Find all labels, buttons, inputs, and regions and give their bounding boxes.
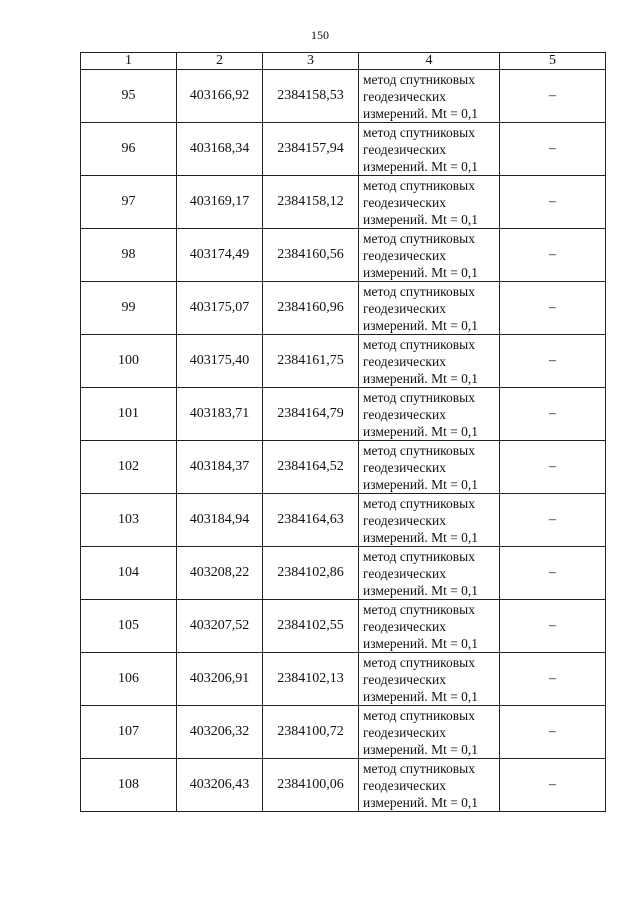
- x-coordinate-text: 403183,71: [189, 406, 250, 421]
- point-number-text: 106: [118, 671, 139, 686]
- method-text: метод спутниковых геодезических измерений. Mt = 0,1: [363, 71, 479, 121]
- y-coordinate-text: 2384157,94: [277, 141, 344, 156]
- x-coordinate-cell: [177, 282, 263, 335]
- x-coordinate-text: 403166,92: [189, 88, 250, 103]
- method-cell: [359, 176, 500, 229]
- method-text: метод спутниковых геодезических измерений. Mt = 0,1: [363, 707, 479, 757]
- method-cell: [359, 653, 500, 706]
- y-coordinate-text: 2384164,52: [277, 459, 344, 474]
- note-text: –: [549, 459, 556, 474]
- x-coordinate-cell: [177, 123, 263, 176]
- table-row: [81, 441, 606, 494]
- column-header: 4: [359, 53, 500, 70]
- note-text: –: [549, 406, 556, 421]
- note-cell: [500, 653, 606, 706]
- table-row: [81, 229, 606, 282]
- note-cell: [500, 759, 606, 812]
- x-coordinate-text: 403184,37: [189, 459, 250, 474]
- note-cell: [500, 282, 606, 335]
- y-coordinate-cell: [263, 600, 359, 653]
- point-number-text: 107: [118, 724, 139, 739]
- x-coordinate-cell: [177, 494, 263, 547]
- note-text: –: [549, 88, 556, 103]
- y-coordinate-text: 2384100,06: [277, 777, 344, 792]
- y-coordinate-cell: [263, 653, 359, 706]
- point-number-text: 101: [118, 406, 139, 421]
- point-number-text: 104: [118, 565, 139, 580]
- note-cell: [500, 600, 606, 653]
- note-text: –: [549, 777, 556, 792]
- method-text: метод спутниковых геодезических измерений. Mt = 0,1: [363, 442, 479, 492]
- table-row: [81, 176, 606, 229]
- method-cell: [359, 70, 500, 123]
- x-coordinate-cell: [177, 547, 263, 600]
- method-cell: [359, 335, 500, 388]
- column-header: 5: [500, 53, 606, 70]
- y-coordinate-text: 2384164,79: [277, 406, 344, 421]
- method-text: метод спутниковых геодезических измерений. Mt = 0,1: [363, 389, 479, 439]
- note-cell: [500, 441, 606, 494]
- point-number-text: 102: [118, 459, 139, 474]
- note-cell: [500, 229, 606, 282]
- method-text: метод спутниковых геодезических измерений. Mt = 0,1: [363, 495, 479, 545]
- note-text: –: [549, 194, 556, 209]
- x-coordinate-cell: [177, 335, 263, 388]
- y-coordinate-cell: [263, 547, 359, 600]
- y-coordinate-text: 2384100,72: [277, 724, 344, 739]
- table-row: [81, 70, 606, 123]
- x-coordinate-text: 403175,40: [189, 353, 250, 368]
- method-cell: [359, 706, 500, 759]
- table-header-row: [81, 53, 606, 70]
- table-row: [81, 335, 606, 388]
- note-text: –: [549, 512, 556, 527]
- y-coordinate-cell: [263, 494, 359, 547]
- x-coordinate-text: 403174,49: [189, 247, 250, 262]
- column-header: 2: [177, 53, 263, 70]
- y-coordinate-text: 2384102,13: [277, 671, 344, 686]
- point-number-text: 105: [118, 618, 139, 633]
- note-cell: [500, 123, 606, 176]
- note-cell: [500, 70, 606, 123]
- y-coordinate-cell: [263, 229, 359, 282]
- note-text: –: [549, 618, 556, 633]
- method-text: метод спутниковых геодезических измерений. Mt = 0,1: [363, 760, 479, 810]
- note-cell: [500, 335, 606, 388]
- note-cell: [500, 494, 606, 547]
- x-coordinate-text: 403184,94: [189, 512, 250, 527]
- point-number-cell: [81, 70, 177, 123]
- point-number-text: 108: [118, 777, 139, 792]
- method-cell: [359, 494, 500, 547]
- point-number-text: 96: [121, 141, 136, 156]
- y-coordinate-cell: [263, 282, 359, 335]
- point-number-text: 97: [121, 194, 136, 209]
- y-coordinate-text: 2384158,53: [277, 88, 344, 103]
- note-text: –: [549, 247, 556, 262]
- point-number-text: 95: [121, 88, 136, 103]
- x-coordinate-text: 403206,91: [189, 671, 250, 686]
- x-coordinate-text: 403206,43: [189, 777, 250, 792]
- point-number-cell: [81, 388, 177, 441]
- y-coordinate-text: 2384158,12: [277, 194, 344, 209]
- table-row: [81, 123, 606, 176]
- method-cell: [359, 759, 500, 812]
- point-number-cell: [81, 600, 177, 653]
- note-cell: [500, 388, 606, 441]
- column-header: 3: [263, 53, 359, 70]
- table-row: [81, 547, 606, 600]
- method-text: метод спутниковых геодезических измерений. Mt = 0,1: [363, 124, 479, 174]
- method-cell: [359, 441, 500, 494]
- point-number-cell: [81, 653, 177, 706]
- x-coordinate-text: 403208,22: [189, 565, 250, 580]
- column-header: 1: [81, 53, 177, 70]
- y-coordinate-cell: [263, 123, 359, 176]
- point-number-cell: [81, 335, 177, 388]
- point-number-text: 103: [118, 512, 139, 527]
- y-coordinate-text: 2384164,63: [277, 512, 344, 527]
- table-row: [81, 653, 606, 706]
- x-coordinate-cell: [177, 653, 263, 706]
- table-row: [81, 388, 606, 441]
- y-coordinate-cell: [263, 388, 359, 441]
- method-text: метод спутниковых геодезических измерений. Mt = 0,1: [363, 230, 479, 280]
- y-coordinate-cell: [263, 70, 359, 123]
- method-text: метод спутниковых геодезических измерений. Mt = 0,1: [363, 336, 479, 386]
- x-coordinate-text: 403206,32: [189, 724, 250, 739]
- table-row: [81, 706, 606, 759]
- y-coordinate-cell: [263, 759, 359, 812]
- x-coordinate-cell: [177, 176, 263, 229]
- method-text: метод спутниковых геодезических измерений. Mt = 0,1: [363, 177, 479, 227]
- method-text: метод спутниковых геодезических измерений. Mt = 0,1: [363, 283, 479, 333]
- x-coordinate-cell: [177, 600, 263, 653]
- method-text: метод спутниковых геодезических измерений. Mt = 0,1: [363, 601, 479, 651]
- y-coordinate-cell: [263, 441, 359, 494]
- method-cell: [359, 229, 500, 282]
- y-coordinate-text: 2384102,86: [277, 565, 344, 580]
- table-row: [81, 600, 606, 653]
- note-cell: [500, 706, 606, 759]
- note-cell: [500, 176, 606, 229]
- x-coordinate-cell: [177, 70, 263, 123]
- y-coordinate-cell: [263, 176, 359, 229]
- note-text: –: [549, 300, 556, 315]
- table-row: [81, 759, 606, 812]
- y-coordinate-cell: [263, 706, 359, 759]
- x-coordinate-cell: [177, 759, 263, 812]
- point-number-cell: [81, 176, 177, 229]
- point-number-cell: [81, 282, 177, 335]
- method-text: метод спутниковых геодезических измерений. Mt = 0,1: [363, 548, 479, 598]
- point-number-text: 98: [121, 247, 136, 262]
- point-number-cell: [81, 229, 177, 282]
- point-number-cell: [81, 494, 177, 547]
- note-text: –: [549, 724, 556, 739]
- note-text: –: [549, 565, 556, 580]
- point-number-cell: [81, 441, 177, 494]
- x-coordinate-cell: [177, 388, 263, 441]
- y-coordinate-text: 2384161,75: [277, 353, 344, 368]
- method-cell: [359, 600, 500, 653]
- x-coordinate-text: 403207,52: [189, 618, 250, 633]
- point-number-text: 100: [118, 353, 139, 368]
- point-number-cell: [81, 706, 177, 759]
- note-text: –: [549, 141, 556, 156]
- y-coordinate-text: 2384160,56: [277, 247, 344, 262]
- method-cell: [359, 282, 500, 335]
- method-text: метод спутниковых геодезических измерений. Mt = 0,1: [363, 654, 479, 704]
- method-cell: [359, 547, 500, 600]
- method-cell: [359, 123, 500, 176]
- note-text: –: [549, 671, 556, 686]
- page-number: 150: [311, 28, 329, 42]
- table-row: [81, 282, 606, 335]
- y-coordinate-text: 2384102,55: [277, 618, 344, 633]
- x-coordinate-cell: [177, 706, 263, 759]
- note-cell: [500, 547, 606, 600]
- point-number-text: 99: [121, 300, 136, 315]
- method-cell: [359, 388, 500, 441]
- x-coordinate-text: 403169,17: [189, 194, 250, 209]
- table-row: [81, 494, 606, 547]
- coordinates-table: [80, 52, 606, 812]
- y-coordinate-text: 2384160,96: [277, 300, 344, 315]
- x-coordinate-text: 403168,34: [189, 141, 250, 156]
- x-coordinate-cell: [177, 229, 263, 282]
- x-coordinate-text: 403175,07: [189, 300, 250, 315]
- y-coordinate-cell: [263, 335, 359, 388]
- point-number-cell: [81, 123, 177, 176]
- point-number-cell: [81, 759, 177, 812]
- point-number-cell: [81, 547, 177, 600]
- x-coordinate-cell: [177, 441, 263, 494]
- note-text: –: [549, 353, 556, 368]
